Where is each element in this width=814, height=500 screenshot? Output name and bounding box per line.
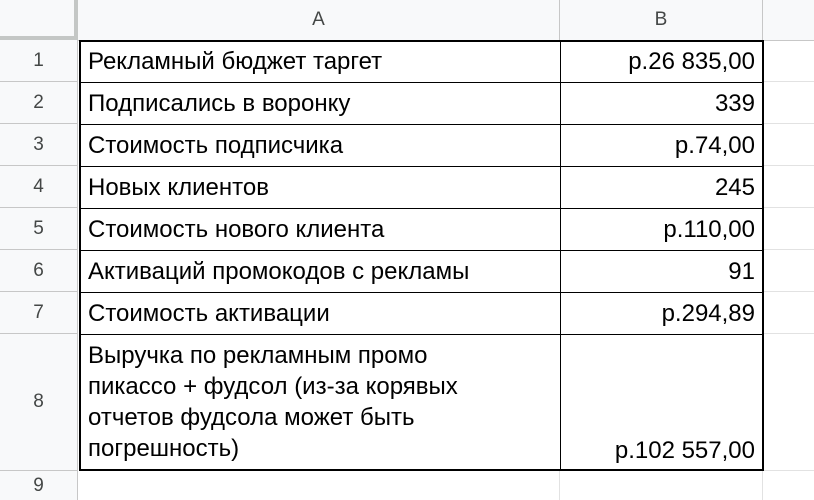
- cell-c1[interactable]: [763, 40, 814, 82]
- column-divider: [560, 40, 561, 471]
- row-header-2[interactable]: 2: [0, 82, 78, 124]
- row-divider: [79, 82, 764, 83]
- cell-b9[interactable]: [560, 471, 763, 500]
- row-divider: [79, 124, 764, 125]
- cell-a9[interactable]: [79, 471, 560, 500]
- cell-c4[interactable]: [763, 166, 814, 208]
- row-header-5[interactable]: 5: [0, 208, 78, 250]
- cell-c5[interactable]: [763, 208, 814, 250]
- cell-a4[interactable]: Новых клиентов: [88, 173, 269, 201]
- row-header-7[interactable]: 7: [0, 292, 78, 334]
- row-header-8[interactable]: 8: [0, 334, 78, 471]
- row-divider: [79, 334, 764, 335]
- row-divider: [79, 166, 764, 167]
- cell-a2[interactable]: Подписались в воронку: [88, 89, 351, 117]
- row-divider: [79, 208, 764, 209]
- cell-c8[interactable]: [763, 334, 814, 471]
- column-header-b[interactable]: B: [560, 0, 763, 40]
- select-all-corner[interactable]: [0, 0, 78, 40]
- cell-b1[interactable]: р.26 835,00: [628, 47, 755, 75]
- cell-c3[interactable]: [763, 124, 814, 166]
- cell-b8[interactable]: р.102 557,00: [614, 437, 755, 464]
- row-header-3[interactable]: 3: [0, 124, 78, 166]
- row-divider: [79, 250, 764, 251]
- row-header-6[interactable]: 6: [0, 250, 78, 292]
- cell-b3[interactable]: р.74,00: [674, 131, 755, 159]
- row-header-4[interactable]: 4: [0, 166, 78, 208]
- column-header-a[interactable]: A: [78, 0, 560, 40]
- cell-c6[interactable]: [763, 250, 814, 292]
- cell-b5[interactable]: р.110,00: [663, 215, 755, 243]
- cell-b7[interactable]: р.294,89: [661, 299, 755, 327]
- cell-a5[interactable]: Стоимость нового клиента: [88, 215, 385, 243]
- cell-b4[interactable]: 245: [714, 173, 755, 201]
- cell-a6[interactable]: Активаций промокодов с рекламы: [88, 257, 470, 285]
- cell-a8[interactable]: Выручка по рекламным промо пикассо + фудсол (из-за корявых отчетов фудсола может быть погрешность): [88, 342, 458, 462]
- cell-a1[interactable]: Рекламный бюджет таргет: [88, 47, 383, 75]
- cell-a3[interactable]: Стоимость подписчика: [88, 131, 344, 159]
- row-header-1[interactable]: 1: [0, 40, 78, 82]
- cell-c7[interactable]: [763, 292, 814, 334]
- row-header-9[interactable]: 9: [0, 471, 78, 500]
- column-header-c[interactable]: [763, 0, 814, 40]
- cell-b2[interactable]: 339: [714, 89, 755, 117]
- cell-a7[interactable]: Стоимость активации: [88, 299, 330, 327]
- cell-b6[interactable]: 91: [728, 257, 755, 285]
- cell-c2[interactable]: [763, 82, 814, 124]
- row-divider: [79, 292, 764, 293]
